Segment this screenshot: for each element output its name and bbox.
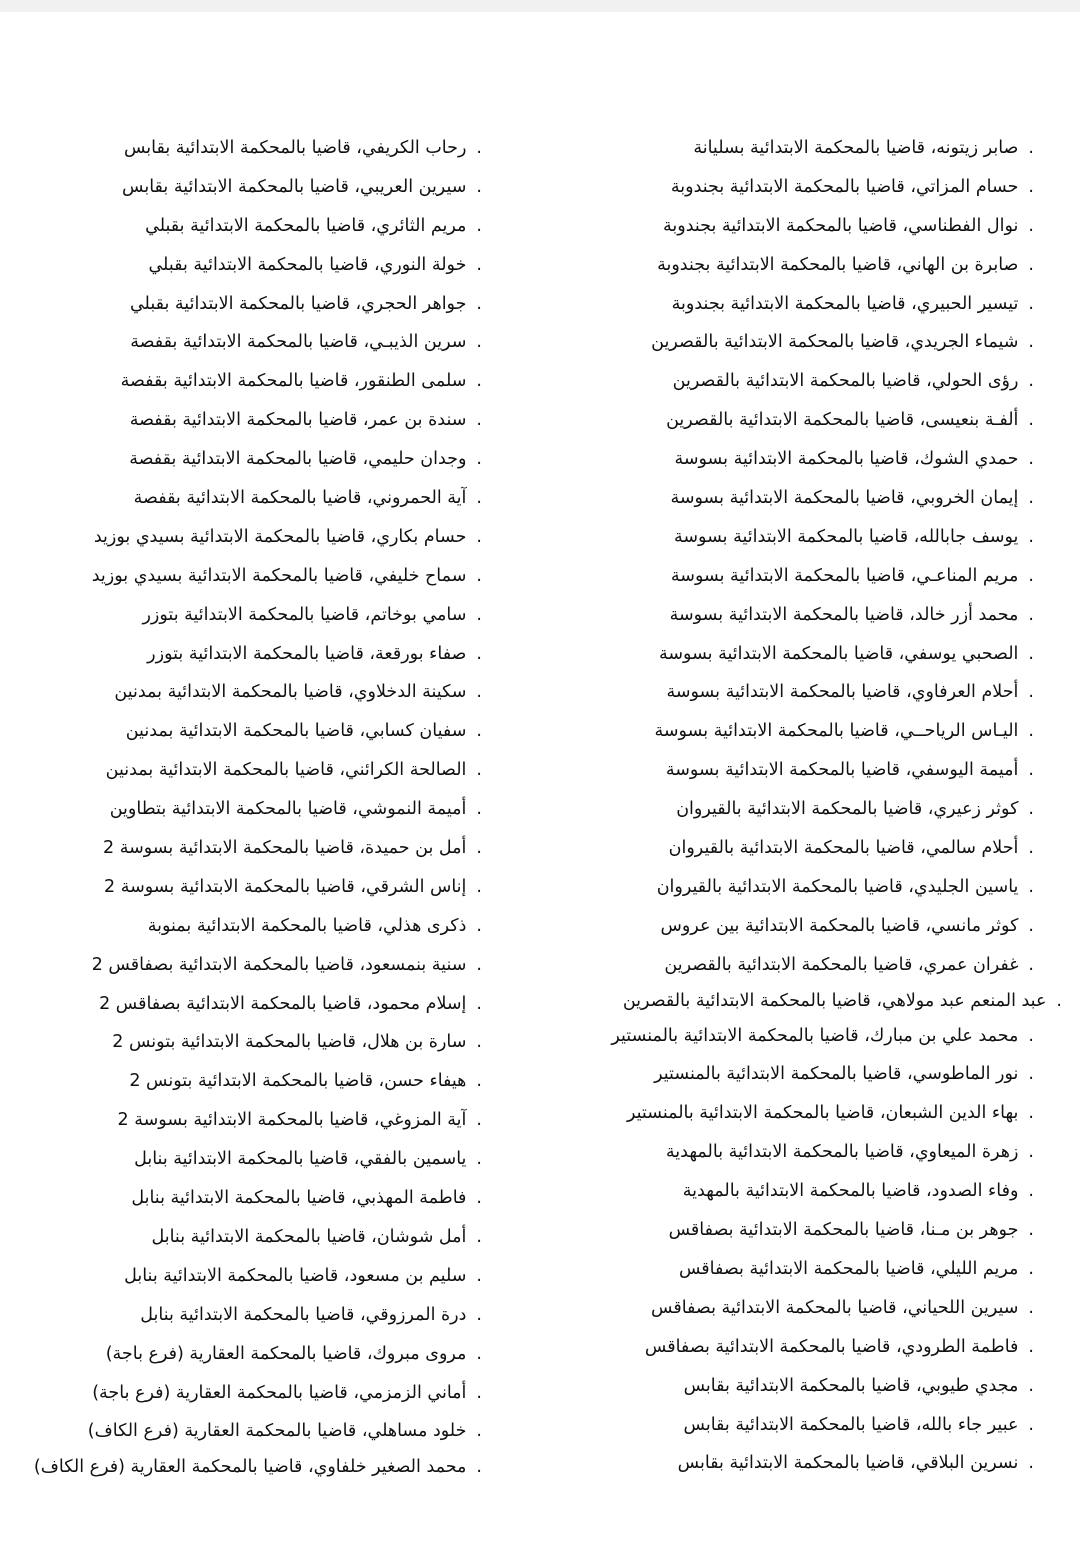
list-item: .مجدي طيوبي، قاضيا بالمحكمة الابتدائية بقابس <box>683 1375 1034 1396</box>
judges-list-left-column <box>2 129 482 1483</box>
list-item: .آية المزوغي، قاضيا بالمحكمة الابتدائية بسوسة 2 <box>117 1110 482 1131</box>
list-item: .حسام بكاري، قاضيا بالمحكمة الابتدائية بسيدي بوزيد <box>93 526 482 547</box>
list-item: .صابر زيتونه، قاضيا بالمحكمة الابتدائية بسليانة <box>693 138 1034 158</box>
list-item: .حسام المزاتي، قاضيا بالمحكمة الابتدائية بجندوبة <box>670 176 1034 197</box>
list-item: .سكينة الدخلاوي، قاضيا بالمحكمة الابتدائية بمدنين <box>114 682 482 703</box>
list-item: .أمل بن حميدة، قاضيا بالمحكمة الابتدائية بسوسة 2 <box>103 838 482 859</box>
list-item: .سيرين اللحياني، قاضيا بالمحكمة الابتدائية بصفاقس <box>651 1297 1034 1318</box>
top-band <box>0 0 1080 12</box>
list-item: .أماني الزمزمي، قاضيا بالمحكمة العقارية (فرع باجة) <box>92 1382 482 1403</box>
list-item: .خلود مساهلي، قاضيا بالمحكمة العقارية (فرع الكاف) <box>87 1421 482 1442</box>
list-item: .صابرة بن الهاني، قاضيا بالمحكمة الابتدائية بجندوبة <box>657 254 1034 275</box>
list-item: .درة المرزوقي، قاضيا بالمحكمة الابتدائية بنابل <box>140 1304 482 1325</box>
list-item: .اليـاس الرياحــي، قاضيا بالمحكمة الابتدائية بسوسة <box>654 721 1034 742</box>
list-item: .سارة بن هلال، قاضيا بالمحكمة الابتدائية بتونس 2 <box>112 1032 482 1053</box>
list-item: .محمد علي بن مبارك، قاضيا بالمحكمة الابتدائية بالمنستير <box>611 1025 1034 1046</box>
list-item: .أحلام العرفاوي، قاضيا بالمحكمة الابتدائية بسوسة <box>666 682 1034 703</box>
list-item: .إيمان الخروبي، قاضيا بالمحكمة الابتدائية بسوسة <box>670 488 1034 509</box>
list-item: .ياسمين بالفقي، قاضيا بالمحكمة الابتدائية بنابل <box>134 1149 482 1170</box>
list-item: .شيماء الجريدي، قاضيا بالمحكمة الابتدائية بالقصرين <box>651 332 1034 353</box>
list-item: .محمد الصغير خلفاوي، قاضيا بالمحكمة العقارية (فرع الكاف) <box>33 1457 482 1478</box>
list-item: .آية الحمروني، قاضيا بالمحكمة الابتدائية بقفصة <box>133 488 482 509</box>
list-item: .كوثر مانسي، قاضيا بالمحكمة الابتدائية بين عروس <box>660 915 1034 936</box>
list-item: .سرين الذيبـي، قاضيا بالمحكمة الابتدائية بقفصة <box>130 332 482 353</box>
list-item: .محمد أزر خالد، قاضيا بالمحكمة الابتدائية بسوسة <box>669 604 1034 625</box>
list-item: .زهرة الميعاوي، قاضيا بالمحكمة الابتدائية بالمهدية <box>665 1142 1034 1163</box>
list-item: .سنية بنمسعود، قاضيا بالمحكمة الابتدائية بصفاقس 2 <box>91 954 482 975</box>
list-item: .هيفاء حسن، قاضيا بالمحكمة الابتدائية بتونس 2 <box>129 1071 482 1092</box>
list-item: .صفاء بورقعة، قاضيا بالمحكمة الابتدائية بتوزر <box>147 643 482 664</box>
list-item: .نسرين البلاقي، قاضيا بالمحكمة الابتدائية بقابس <box>677 1453 1034 1474</box>
list-item: .نور الماطوسي، قاضيا بالمحكمة الابتدائية بالمنستير <box>654 1064 1034 1085</box>
list-item: .جوهر بن مـنا، قاضيا بالمحكمة الابتدائية بصفاقس <box>668 1220 1034 1241</box>
list-item: .خولة النوري، قاضيا بالمحكمة الابتدائية بقبلي <box>148 254 482 275</box>
list-item: .أميمة اليوسفي، قاضيا بالمحكمة الابتدائية بسوسة <box>665 760 1034 781</box>
list-item: .سامي بوخاتم، قاضيا بالمحكمة الابتدائية بتوزر <box>142 604 482 625</box>
list-item: .رحاب الكريفي، قاضيا بالمحكمة الابتدائية بقابس <box>123 138 482 158</box>
list-item: .يوسف جابالله، قاضيا بالمحكمة الابتدائية بسوسة <box>673 526 1034 547</box>
judges-list-right-column <box>514 129 1062 1483</box>
list-item: .سليم بن مسعود، قاضيا بالمحكمة الابتدائية بنابل <box>124 1265 482 1286</box>
list-item: .مريم المناعـي، قاضيا بالمحكمة الابتدائية بسوسة <box>670 565 1034 586</box>
list-item: .بهاء الدين الشبعان، قاضيا بالمحكمة الابتدائية بالمنستير <box>626 1103 1034 1124</box>
list-item: .مريم الثائري، قاضيا بالمحكمة الابتدائية بقبلي <box>145 215 482 236</box>
list-item: .أمل شوشان، قاضيا بالمحكمة الابتدائية بنابل <box>151 1226 482 1247</box>
list-item: .فاطمة المهذبي، قاضيا بالمحكمة الابتدائية بنابل <box>131 1188 482 1209</box>
list-item: .وفاء الصدود، قاضيا بالمحكمة الابتدائية بالمهدية <box>682 1181 1034 1202</box>
list-item: .سلمى الطنقور، قاضيا بالمحكمة الابتدائية بقفصة <box>120 371 482 392</box>
list-item: .ألفـة بنعيسى، قاضيا بالمحكمة الابتدائية بالقصرين <box>666 410 1034 431</box>
list-item: .الصحبي يوسفي، قاضيا بالمحكمة الابتدائية بسوسة <box>658 643 1034 664</box>
list-item: .فاطمة الطرودي، قاضيا بالمحكمة الابتدائية بصفاقس <box>644 1336 1034 1357</box>
list-item: .غفران عمري، قاضيا بالمحكمة الابتدائية بالقصرين <box>664 954 1034 975</box>
list-item: .جواهر الحجري، قاضيا بالمحكمة الابتدائية بقبلي <box>129 293 482 314</box>
list-item: .تيسير الحبيري، قاضيا بالمحكمة الابتدائية بجندوبة <box>671 293 1034 314</box>
list-item: .مروى مبروك، قاضيا بالمحكمة العقارية (فرع باجة) <box>105 1343 482 1364</box>
list-item: .وجدان حليمي، قاضيا بالمحكمة الابتدائية بقفصة <box>129 449 482 470</box>
list-item: .نوال الفطناسي، قاضيا بالمحكمة الابتدائية بجندوبة <box>663 215 1034 236</box>
list-item: .أحلام سالمي، قاضيا بالمحكمة الابتدائية بالقيروان <box>668 838 1034 859</box>
list-item: .حمدي الشوك، قاضيا بالمحكمة الابتدائية بسوسة <box>674 449 1034 470</box>
list-item: .سفيان كسابي، قاضيا بالمحكمة الابتدائية بمدنين <box>125 721 482 742</box>
list-item: .عبد المنعم عبد مولاهي، قاضيا بالمحكمة الابتدائية بالقصرين <box>622 990 1062 1011</box>
list-item: .سيرين العريبي، قاضيا بالمحكمة الابتدائية بقابس <box>122 176 482 197</box>
list-item: .رؤى الحولي، قاضيا بالمحكمة الابتدائية بالقصرين <box>672 371 1034 392</box>
list-item: .كوثر زعيري، قاضيا بالمحكمة الابتدائية بالقيروان <box>676 799 1034 820</box>
list-item: .أميمة النموشي، قاضيا بالمحكمة الابتدائية بتطاوين <box>109 799 482 820</box>
list-item: .إسلام محمود، قاضيا بالمحكمة الابتدائية بصفاقس 2 <box>99 993 482 1014</box>
list-item: .ذكرى هذلي، قاضيا بالمحكمة الابتدائية بمنوبة <box>147 915 482 936</box>
list-item: .سماح خليفي، قاضيا بالمحكمة الابتدائية بسيدي بوزيد <box>91 565 482 586</box>
list-item: .عبير جاء بالله، قاضيا بالمحكمة الابتدائية بقابس <box>683 1414 1034 1435</box>
list-item: .ياسين الجليدي، قاضيا بالمحكمة الابتدائية بالقيروان <box>656 876 1034 897</box>
list-item: .مريم الليلي، قاضيا بالمحكمة الابتدائية بصفاقس <box>679 1258 1034 1279</box>
list-item: .إناس الشرقي، قاضيا بالمحكمة الابتدائية بسوسة 2 <box>103 876 482 897</box>
list-item: .الصالحة الكرائني، قاضيا بالمحكمة الابتدائية بمدنين <box>105 760 482 781</box>
list-item: .سندة بن عمر، قاضيا بالمحكمة الابتدائية بقفصة <box>129 410 482 431</box>
